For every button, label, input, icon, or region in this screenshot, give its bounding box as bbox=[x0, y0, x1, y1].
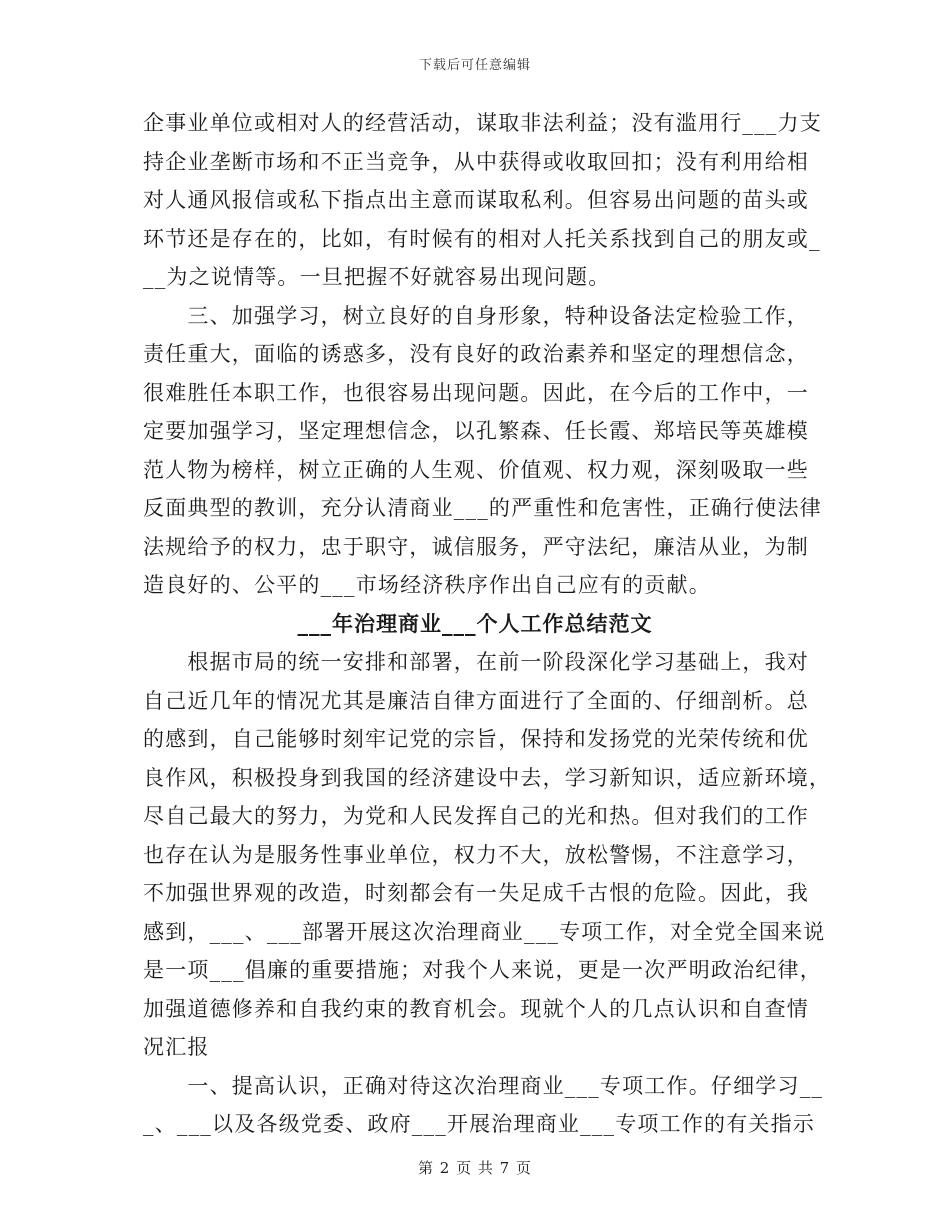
text-line: 环节还是存在的，比如，有时候有的相对人托关系找到自己的朋友或_ bbox=[143, 226, 821, 251]
text-line: 对人通风报信或私下指点出主意而谋取私利。但容易出问题的苗头或 bbox=[143, 188, 809, 212]
text-line: 感到，___、___部署开展这次治理商业___专项工作，对全党全国来说 bbox=[143, 919, 826, 944]
text-line: 尽自己最大的努力，为党和人民发挥自己的光和热。但对我们的工作 bbox=[143, 804, 809, 828]
text-line: 定要加强学习，坚定理想信念，以孔繁森、任长霞、郑培民等英雄模 bbox=[143, 419, 809, 443]
text-line: 反面典型的教训，充分认清商业___的严重性和危害性，正确行使法律 bbox=[143, 496, 822, 520]
text-line: _、___以及各级党委、政府___开展治理商业___专项工作的有关指示 bbox=[143, 1112, 815, 1136]
document-body bbox=[143, 104, 832, 1144]
text-line: 持企业垄断市场和不正当竞争，从中获得或收取回扣；没有利用给相 bbox=[143, 149, 809, 174]
section-heading: ___年治理商业___个人工作总结范文 bbox=[297, 610, 653, 636]
page-number: 第 2 页 共 7 页 bbox=[418, 1159, 532, 1177]
page-header: 下载后可任意编辑 bbox=[418, 58, 531, 73]
text-line: 自己近几年的情况尤其是廉洁自律方面进行了全面的、仔细剖析。总 bbox=[143, 688, 809, 713]
text-line: 不加强世界观的改造，时刻都会有一失足成千古恨的危险。因此，我 bbox=[143, 881, 809, 905]
text-line: __为之说情等。一旦把握不好就容易出现问题。 bbox=[143, 265, 611, 289]
text-line: 企事业单位或相对人的经营活动，谋取非法利益；没有滥用行___力支 bbox=[143, 111, 822, 135]
text-line: 责任重大，面临的诱惑多，没有良好的政治素养和坚定的理想信念， bbox=[143, 342, 809, 366]
text-line: 很难胜任本职工作，也很容易出现问题。因此，在今后的工作中，一 bbox=[143, 380, 809, 405]
text-line: 三、加强学习，树立良好的自身形象，特种设备法定检验工作， bbox=[143, 303, 809, 328]
text-line: 况汇报 bbox=[143, 1035, 210, 1059]
text-line: 是一项___倡廉的重要措施；对我个人来说，更是一次严明政治纪律， bbox=[143, 958, 822, 982]
text-line: 良作风，积极投身到我国的经济建设中去，学习新知识，适应新环境， bbox=[143, 765, 832, 790]
text-line: 的感到，自己能够时刻牢记党的宗旨，保持和发扬党的光荣传统和优 bbox=[143, 727, 809, 751]
text-line: 法规给予的权力，忠于职守，诚信服务，严守法纪，廉洁从业，为制 bbox=[143, 534, 809, 559]
text-line: 加强道德修养和自我约束的教育机会。现就个人的几点认识和自查情 bbox=[143, 996, 809, 1021]
text-line: 范人物为榜样，树立正确的人生观、价值观、权力观，深刻吸取一些 bbox=[143, 457, 809, 482]
text-line: 也存在认为是服务性事业单位，权力不大，放松警惕，不注意学习， bbox=[143, 842, 809, 867]
text-line: 根据市局的统一安排和部署，在前一阶段深化学习基础上，我对 bbox=[143, 650, 809, 674]
text-line: 一、提高认识，正确对待这次治理商业___专项工作。仔细学习__ bbox=[143, 1073, 824, 1098]
text-line: 造良好的、公平的___市场经济秩序作出自己应有的贡献。 bbox=[143, 573, 711, 597]
